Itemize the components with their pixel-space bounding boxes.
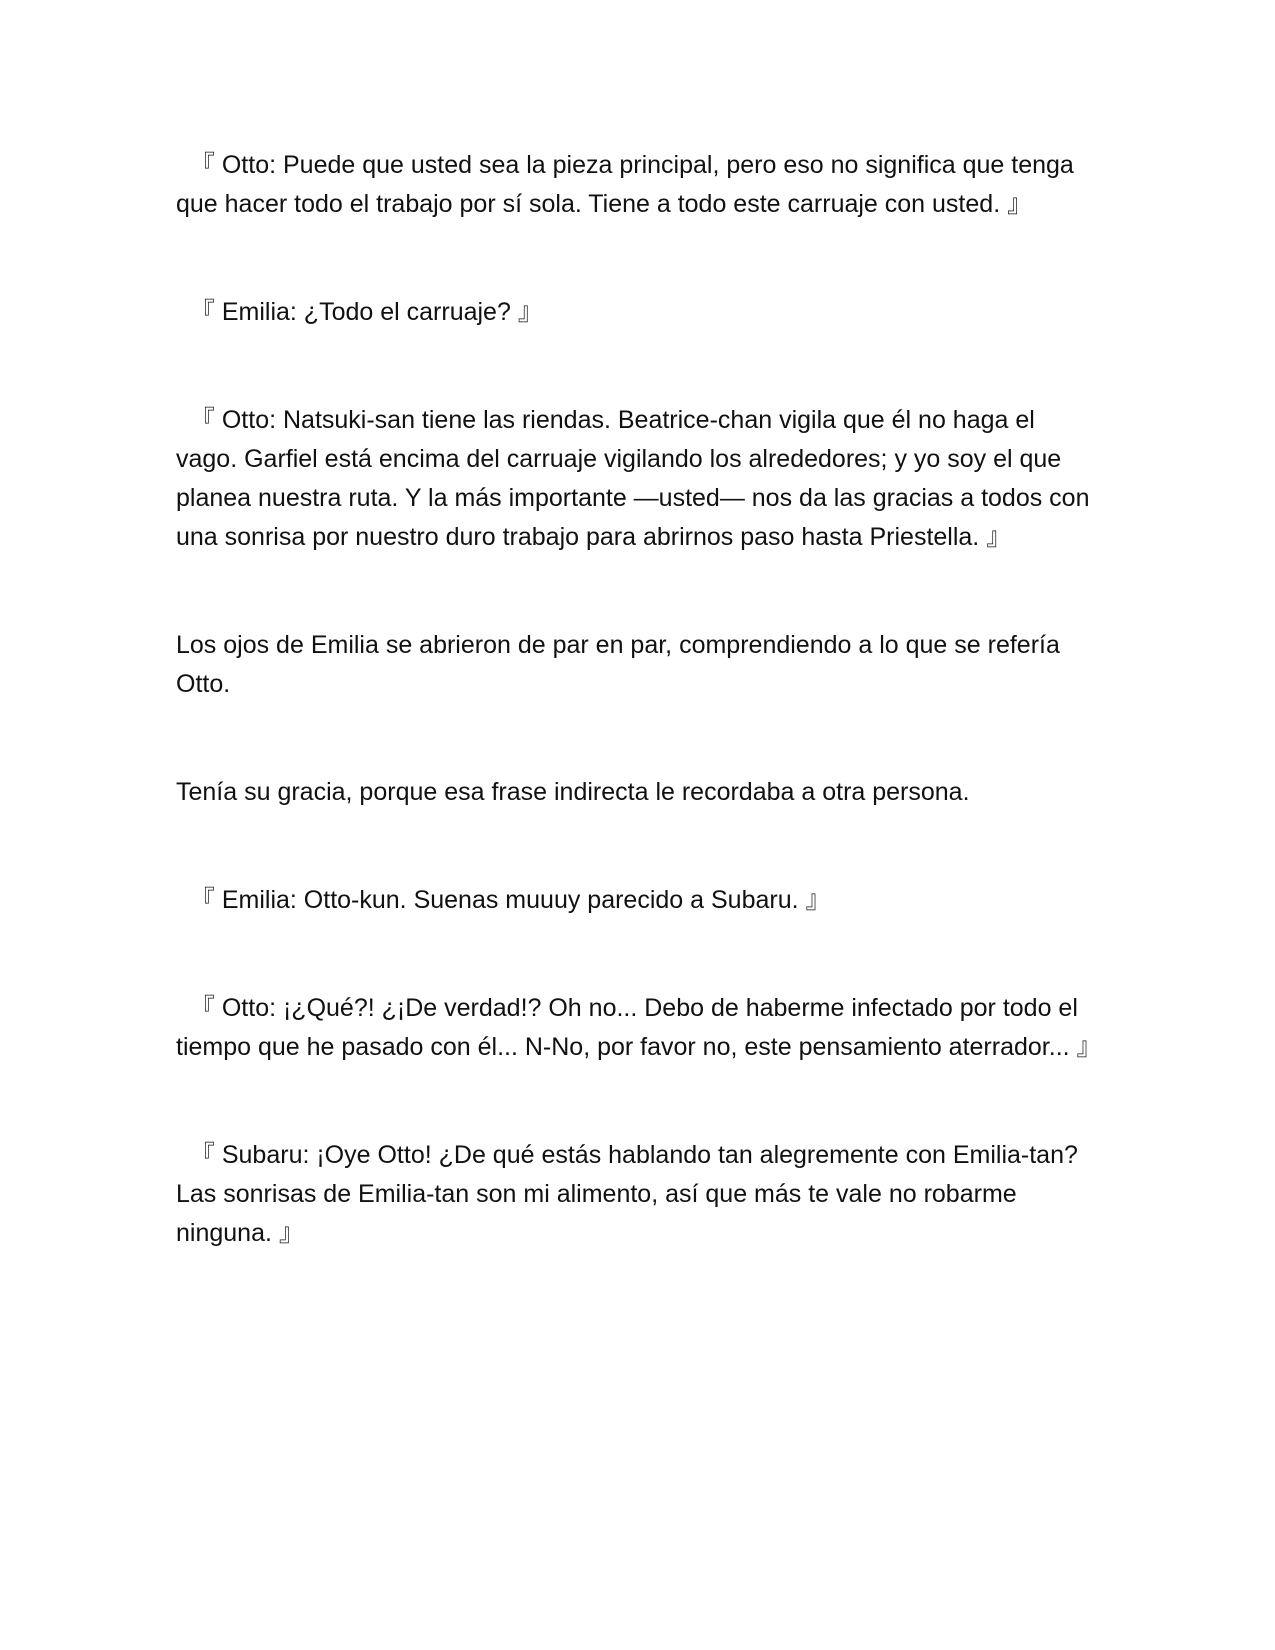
paragraph-emilia-1: 『 Emilia: ¿Todo el carruaje? 』 [176,298,543,326]
paragraph-narration-1: Los ojos de Emilia se abrieron de par en par, comprendiendo a lo que se refería Otto. [176,631,1067,698]
paragraph-otto-3: 『 Otto: ¡¿Qué?! ¿¡De verdad!? Oh no... Debo de haberme infectado por todo el tiempo que he pasado con él... N-No, por favor no, este pensamiento aterrador... 』 [176,994,1102,1061]
document-body [176,146,1102,1253]
paragraph-emilia-2: 『 Emilia: Otto-kun. Suenas muuuy parecido a Subaru. 』 [176,886,831,914]
paragraph-otto-1: 『 Otto: Puede que usted sea la pieza principal, pero eso no significa que tenga que hacer todo el trabajo por sí sola. Tiene a todo este carruaje con usted. 』 [176,151,1081,218]
paragraph-subaru-1: 『 Subaru: ¡Oye Otto! ¿De qué estás hablando tan alegremente con Emilia-tan? Las sonrisas de Emilia-tan son mi alimento, así que más te vale no robarme ninguna. 』 [176,1141,1085,1247]
paragraph-otto-2: 『 Otto: Natsuki-san tiene las riendas. Beatrice-chan vigila que él no haga el vago. Garfiel está encima del carruaje vigilando los alrededores; y yo soy el que planea nuestra ruta. Y la más importante —usted— nos da las gracias a todos con una sonrisa por nuestro duro trabajo para abrirnos paso hasta Priestella. 』 [176,406,1097,551]
paragraph-narration-2: Tenía su gracia, porque esa frase indirecta le recordaba a otra persona. [176,778,970,806]
